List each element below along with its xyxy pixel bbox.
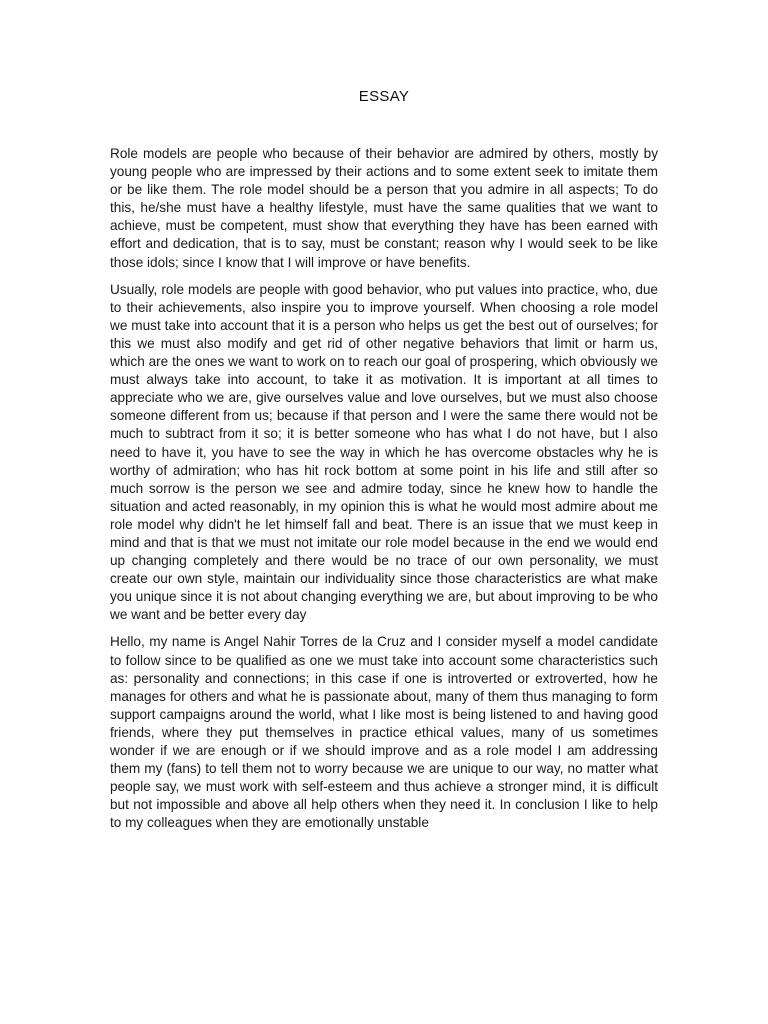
paragraph-2: Usually, role models are people with good behavior, who put values into practice, who, due to their achievements, also inspire you to improve yourself. When choosing a role model we must take into account that it is a person who helps us get the best out of ourselves; for this we must also modify and get rid of other negative behaviors that limit or harm us, which are the ones we want to work on to reach our goal of prospering, which obviously we must always take into account, to take it as motivation. It is important at all times to appreciate who we are, give ourselves value and love ourselves, but we must also choose someone different from us; because if that person and I were the same there would not be much to subtract from it so; it is better someone who has what I do not have, but I also need to have it, you have to see the way in which he has overcome obstacles why he is worthy of admiration; who has hit rock bottom at some point in his life and still after so much sorrow is the person we see and admire today, since he knew how to handle the situation and acted reasonably, in my opinion this is what he would most admire about me role model why didn't he let himself fall and beat. There is an issue that we must keep in mind and that is that we must not imitate our role model because in the end we would end up changing completely and there would be no trace of our own personality, we must create our own style, maintain our individuality since those characteristics are what make you unique since it is not about changing everything we are, but about improving to be who we want and be better every day	[110, 281, 658, 623]
paragraph-1: Role models are people who because of their behavior are admired by others, mostly by young people who are impressed by their actions and to some extent seek to imitate them or be like them. The role model should be a person that you admire in all aspects; To do this, he/she must have a healthy lifestyle, must have the same qualities that we want to achieve, must be competent, must show that everything they have has been earned with effort and dedication, that is to say, must be constant; reason why I would seek to be like those idols; since I know that I will improve or have benefits.	[110, 146, 658, 270]
essay-body	[110, 145, 658, 841]
page-title: ESSAY	[358, 88, 410, 105]
paragraph-3: Hello, my name is Angel Nahir Torres de la Cruz and I consider myself a model candidate to follow since to be qualified as one we must take into account some characteristics such as: personality and connections; in this case if one is introverted or extroverted, how he manages for others and what he is passionate about, many of them thus managing to form support campaigns around the world, what I like most is being listened to and having good friends, where they put themselves in practice ethical values, many of us sometimes wonder if we are enough or if we should improve and as a role model I am addressing them my (fans) to tell them not to worry because we are unique to our way, no matter what people say, we must work with self-esteem and thus achieve a stronger mind, it is difficult but not impossible and above all help others when they need it. In conclusion I like to help to my colleagues when they are emotionally unstable	[110, 634, 658, 831]
